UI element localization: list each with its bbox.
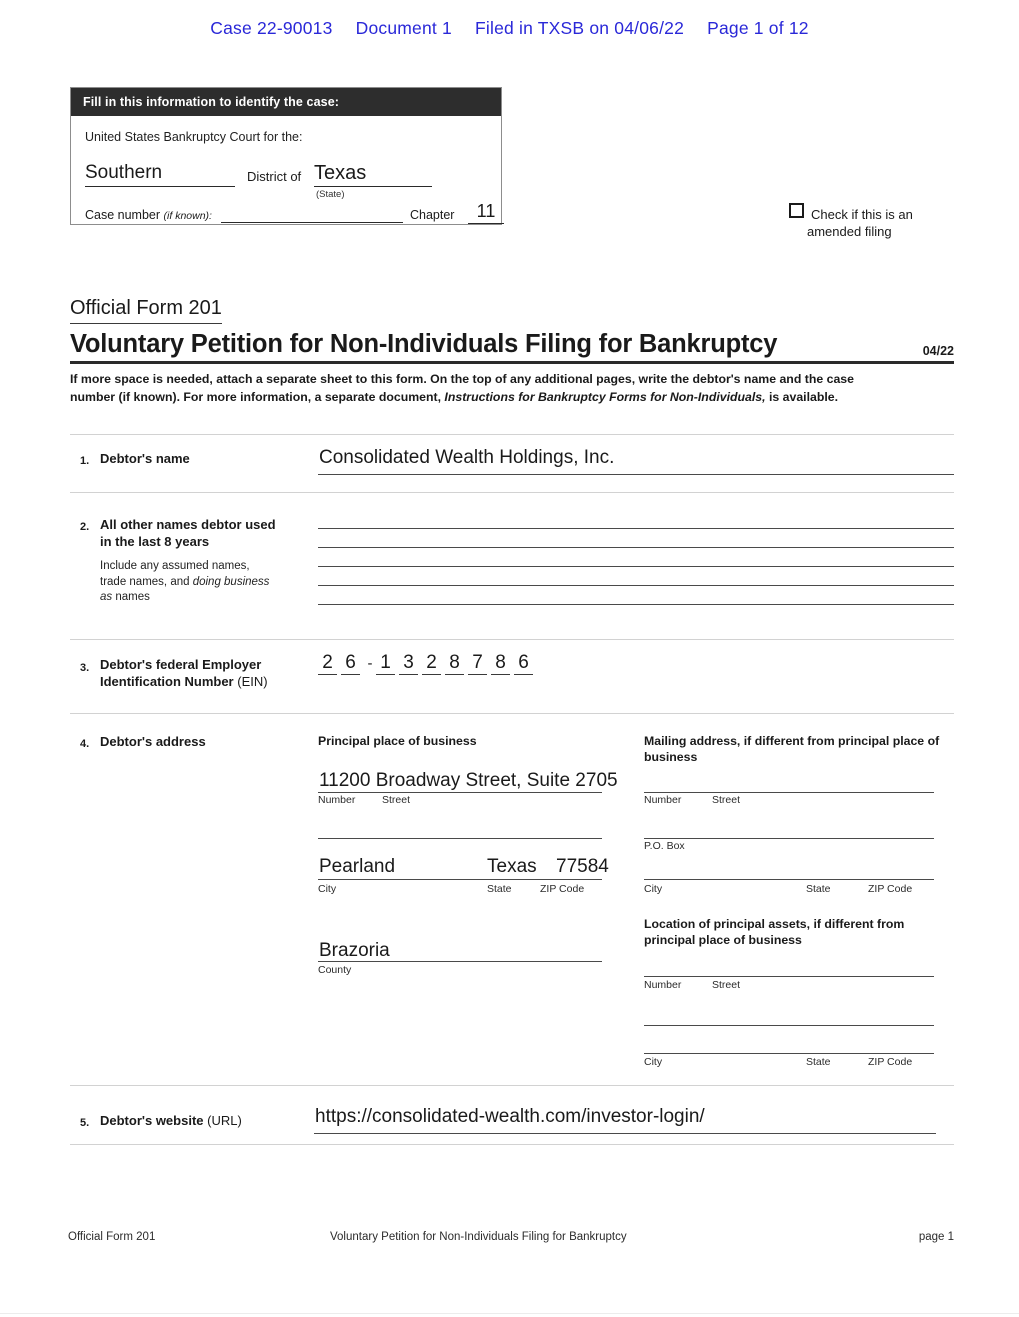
footer-page-number: page 1 (918, 1231, 954, 1243)
divider-above-item-2 (70, 492, 954, 493)
assets-heading-line2: principal place of business (644, 933, 802, 947)
mailing-street-line (644, 792, 934, 793)
mailing-pobox-line (644, 838, 934, 839)
title-rule (70, 361, 954, 364)
mailing-street-number-label: Number (644, 794, 682, 806)
footer-form-title: Voluntary Petition for Non-Individuals Filing for Bankruptcy (330, 1231, 627, 1243)
item-3-number: 3. (80, 662, 90, 674)
item-2-sublabel (100, 559, 305, 606)
case-identification-box (70, 87, 502, 225)
amended-filing-label-line2: amended filing (807, 224, 892, 239)
ein-digit-6[interactable]: 8 (445, 651, 464, 675)
item-2-label (100, 516, 310, 550)
mailing-state-label: State (806, 883, 831, 895)
footer-form-number: Official Form 201 (68, 1231, 156, 1243)
assets-street-line (644, 976, 934, 977)
ecf-filed-date: Filed in TXSB on 04/06/22 (475, 18, 685, 38)
item-5-label-bold: Debtor's website (100, 1113, 204, 1128)
chapter-label: Chapter (410, 208, 455, 222)
amended-filing-block[interactable] (789, 203, 959, 240)
assets-street-number-label: Number (644, 979, 682, 991)
mailing-zip-label: ZIP Code (868, 883, 913, 895)
case-number-label-text: Case number (85, 208, 161, 222)
divider-above-item-5 (70, 1085, 954, 1086)
item-2-sub-line2-italic: doing business (192, 575, 270, 588)
principal-county-label: County (318, 964, 352, 976)
district-row (85, 162, 485, 200)
state-sublabel: (State) (316, 189, 345, 200)
principal-county-line (318, 961, 602, 962)
principal-city-label: City (318, 883, 337, 895)
principal-place-heading: Principal place of business (318, 734, 477, 748)
item-2-label-line1: All other names debtor used (100, 517, 276, 532)
district-input[interactable]: Southern (85, 162, 235, 187)
principal-street-number-label: Number (318, 794, 356, 806)
debtor-website-line (314, 1133, 936, 1134)
item-2-number: 2. (80, 521, 90, 533)
amended-filing-checkbox[interactable] (789, 203, 804, 218)
other-name-line-2[interactable] (318, 547, 954, 548)
divider-above-item-4 (70, 713, 954, 714)
ein-digit-1[interactable]: 2 (318, 651, 337, 675)
court-label: United States Bankruptcy Court for the: (85, 130, 303, 144)
item-4-number: 4. (80, 738, 90, 750)
principal-street-line-2 (318, 838, 602, 839)
ein-digit-3[interactable]: 1 (376, 651, 395, 675)
item-3-label-line2-plain: (EIN) (233, 674, 268, 689)
case-number-row (85, 201, 496, 228)
ecf-stamp-header (0, 18, 1019, 39)
assets-heading-line1: Location of principal assets, if different from (644, 917, 905, 931)
divider-below-item-5 (70, 1144, 954, 1145)
form-title-row (70, 330, 954, 359)
principal-street-street-label: Street (382, 794, 411, 806)
item-3-label-line1: Debtor's federal Employer (100, 657, 262, 672)
mailing-heading-line2: of business (644, 734, 940, 764)
case-box-title-bar: Fill in this information to identify the case: (71, 88, 501, 116)
scan-edge-artifact (0, 1313, 1019, 1314)
principal-street-value[interactable]: 11200 Broadway Street, Suite 2705 (319, 770, 618, 791)
ein-digit-8[interactable]: 8 (491, 651, 510, 675)
other-name-line-1[interactable] (318, 528, 954, 529)
item-2-sub-line3a: names (112, 591, 150, 603)
other-name-line-3[interactable] (318, 566, 954, 567)
debtor-website-value[interactable]: https://consolidated-wealth.com/investor-login/ (315, 1106, 705, 1127)
ecf-document-number: Document 1 (355, 18, 452, 38)
principal-state-label: State (487, 883, 512, 895)
item-2-sub-line2a: trade names, and (100, 575, 193, 588)
assets-city-label: City (644, 1056, 663, 1068)
case-box-body (71, 116, 501, 224)
item-5-number: 5. (80, 1117, 90, 1129)
district-of-label: District of (247, 169, 302, 184)
principal-state-value[interactable]: Texas (487, 856, 537, 877)
principal-zip-value[interactable]: 77584 (556, 856, 609, 877)
intro-part-1: If more space is needed, attach a separate sheet to this form. On the top of any additional pages, write the debtor's name and the case number (if known). For more information, a separate document, (70, 372, 854, 404)
ein-digit-9[interactable]: 6 (514, 651, 533, 675)
form-number-heading: Official Form 201 (70, 297, 222, 324)
mailing-city-label: City (644, 883, 663, 895)
state-input[interactable]: Texas (314, 162, 432, 187)
other-name-line-4[interactable] (318, 585, 954, 586)
item-5-label (100, 1112, 310, 1129)
case-number-hint: (if known): (163, 210, 212, 222)
principal-assets-heading (644, 916, 944, 948)
assets-city-line (644, 1053, 934, 1054)
case-number-label (85, 208, 212, 222)
item-3-label (100, 656, 315, 690)
item-3-label-line2-bold: Identification Number (100, 674, 234, 689)
assets-line-2 (644, 1025, 934, 1026)
divider-above-item-1 (70, 434, 954, 435)
item-2-label-line2: in the last 8 years (100, 534, 210, 549)
other-name-line-5[interactable] (318, 604, 954, 605)
case-number-input[interactable] (221, 204, 403, 223)
ein-digit-2[interactable]: 6 (341, 651, 360, 675)
ein-digit-7[interactable]: 7 (468, 651, 487, 675)
assets-state-label: State (806, 1056, 831, 1068)
item-2-sub-line3-italic: as (100, 591, 113, 603)
ein-digit-5[interactable]: 2 (422, 651, 441, 675)
assets-street-street-label: Street (712, 979, 741, 991)
principal-city-value[interactable]: Pearland (319, 856, 396, 877)
principal-county-value[interactable]: Brazoria (319, 940, 390, 961)
mailing-city-line (644, 879, 934, 880)
item-4-label: Debtor's address (100, 734, 206, 749)
mailing-pobox-label: P.O. Box (644, 840, 685, 852)
form-revision-date: 04/22 (922, 344, 954, 358)
mailing-address-heading (644, 733, 944, 765)
item-1-number: 1. (80, 455, 90, 467)
principal-city-line (318, 879, 602, 880)
mailing-street-street-label: Street (712, 794, 741, 806)
ecf-case-number: Case 22-90013 (210, 18, 333, 38)
page-title: Voluntary Petition for Non-Individuals Filing for Bankruptcy (70, 330, 778, 358)
debtor-name-value[interactable]: Consolidated Wealth Holdings, Inc. (319, 447, 615, 468)
assets-zip-label: ZIP Code (868, 1056, 913, 1068)
amended-filing-label-line1: Check if this is an (811, 207, 913, 222)
ein-input-group[interactable] (318, 651, 537, 681)
intro-part-2: is available. (765, 389, 839, 404)
chapter-input[interactable]: 11 (468, 201, 504, 224)
item-5-label-plain: (URL) (203, 1113, 242, 1128)
principal-zip-label: ZIP Code (540, 883, 585, 895)
ecf-page-number: Page 1 of 12 (707, 18, 809, 38)
intro-italic: Instructions for Bankruptcy Forms for Non-Individuals, (444, 389, 766, 404)
mailing-heading-line1: Mailing address, if different from principal place (644, 734, 925, 748)
form-intro-text (70, 371, 898, 406)
item-2-sub-line1: Include any assumed names, (100, 560, 250, 572)
divider-above-item-3 (70, 639, 954, 640)
ein-separator: - (367, 655, 373, 672)
item-1-label: Debtor's name (100, 451, 190, 466)
ein-digit-4[interactable]: 3 (399, 651, 418, 675)
principal-street-line (318, 792, 602, 793)
debtor-name-line (318, 474, 954, 475)
